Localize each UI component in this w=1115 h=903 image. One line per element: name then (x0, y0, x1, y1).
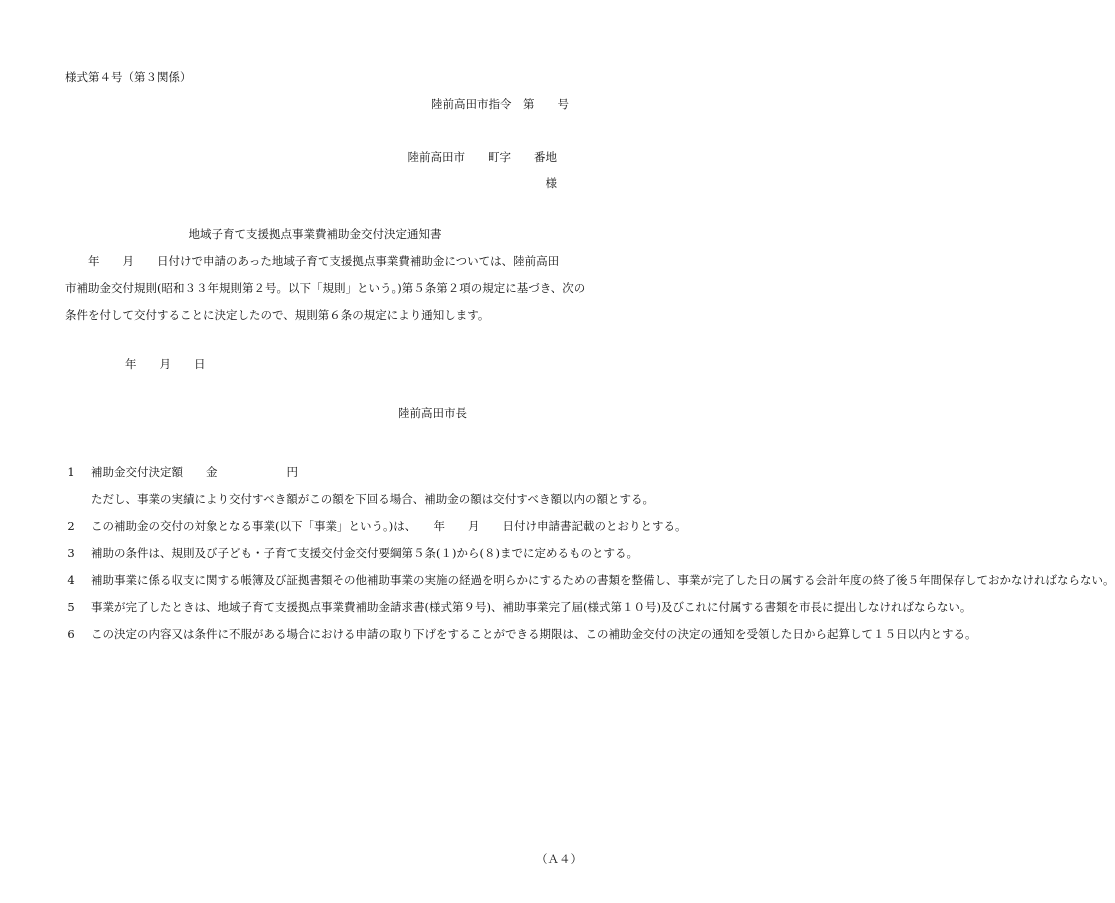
notice-body (65, 248, 590, 329)
condition-number: 1 (67, 465, 75, 479)
condition-text: この決定の内容又は条件に不服がある場合における申請の取り下げをすることができる期限は、この補助金交付の決定の通知を受領した日から起算して１５日以内とする。 (91, 627, 977, 641)
recipient-address: 陸前高田市 町字 番地 (407, 150, 557, 164)
form-number: 様式第４号（第３関係） (65, 70, 192, 84)
recipient-honorific: 様 (545, 176, 557, 190)
condition-text: 補助金交付決定額 金 円 (91, 465, 298, 479)
condition-item (65, 486, 655, 513)
notice-body-rest: 市補助金交付規則(昭和３３年規則第２号。以下「規則」という。)第５条第２項の規定に基づき、次の条件を付して交付することに決定したので、規則第６条の規定により通知します。 (65, 281, 586, 322)
document-title: 地域子育て支援拠点事業費補助金交付決定通知書 (188, 227, 442, 241)
condition-item (65, 459, 595, 486)
condition-text: 補助の条件は、規則及び子ども・子育て支援交付金交付要綱第５条(１)から(８)までに定めるものとする。 (91, 546, 638, 560)
condition-number: 4 (67, 573, 75, 587)
condition-item (65, 540, 638, 567)
condition-text: この補助金の交付の対象となる事業(以下「事業」という。)は、 年 月 日付け申請書記載のとおりとする。 (91, 519, 687, 533)
condition-item (65, 513, 687, 540)
issuer: 陸前高田市長 (398, 406, 467, 420)
condition-number: 6 (67, 627, 75, 641)
conditions-list (65, 459, 1115, 648)
issue-date: 年 月 日 (125, 357, 206, 371)
condition-note: ただし、事業の実績により交付すべき額がこの額を下回る場合、補助金の額は交付すべき額以内の額とする。 (91, 492, 655, 506)
condition-item (65, 594, 972, 621)
order-number: 陸前高田市指令 第 号 (431, 97, 569, 111)
paper-size-label: （Ａ４） (536, 852, 582, 866)
condition-number: 5 (67, 600, 75, 614)
condition-text: 補助事業に係る収支に関する帳簿及び証拠書類その他補助事業の実施の経過を明らかにするための書類を整備し、事業が完了した日の属する会計年度の終了後５年間保存しておかなければならない。 (91, 573, 1115, 587)
condition-item (65, 621, 977, 648)
notice-body-line1: 年 月 日付けで申請のあった地域子育て支援拠点事業費補助金については、陸前高田 (65, 254, 560, 268)
condition-number: 3 (67, 546, 75, 560)
condition-text: 事業が完了したときは、地域子育て支援拠点事業費補助金請求書(様式第９号)、補助事業完了届(様式第１０号)及びこれに付属する書類を市長に提出しなければならない。 (91, 600, 972, 614)
condition-number: 2 (67, 519, 75, 533)
condition-item (65, 567, 1115, 594)
